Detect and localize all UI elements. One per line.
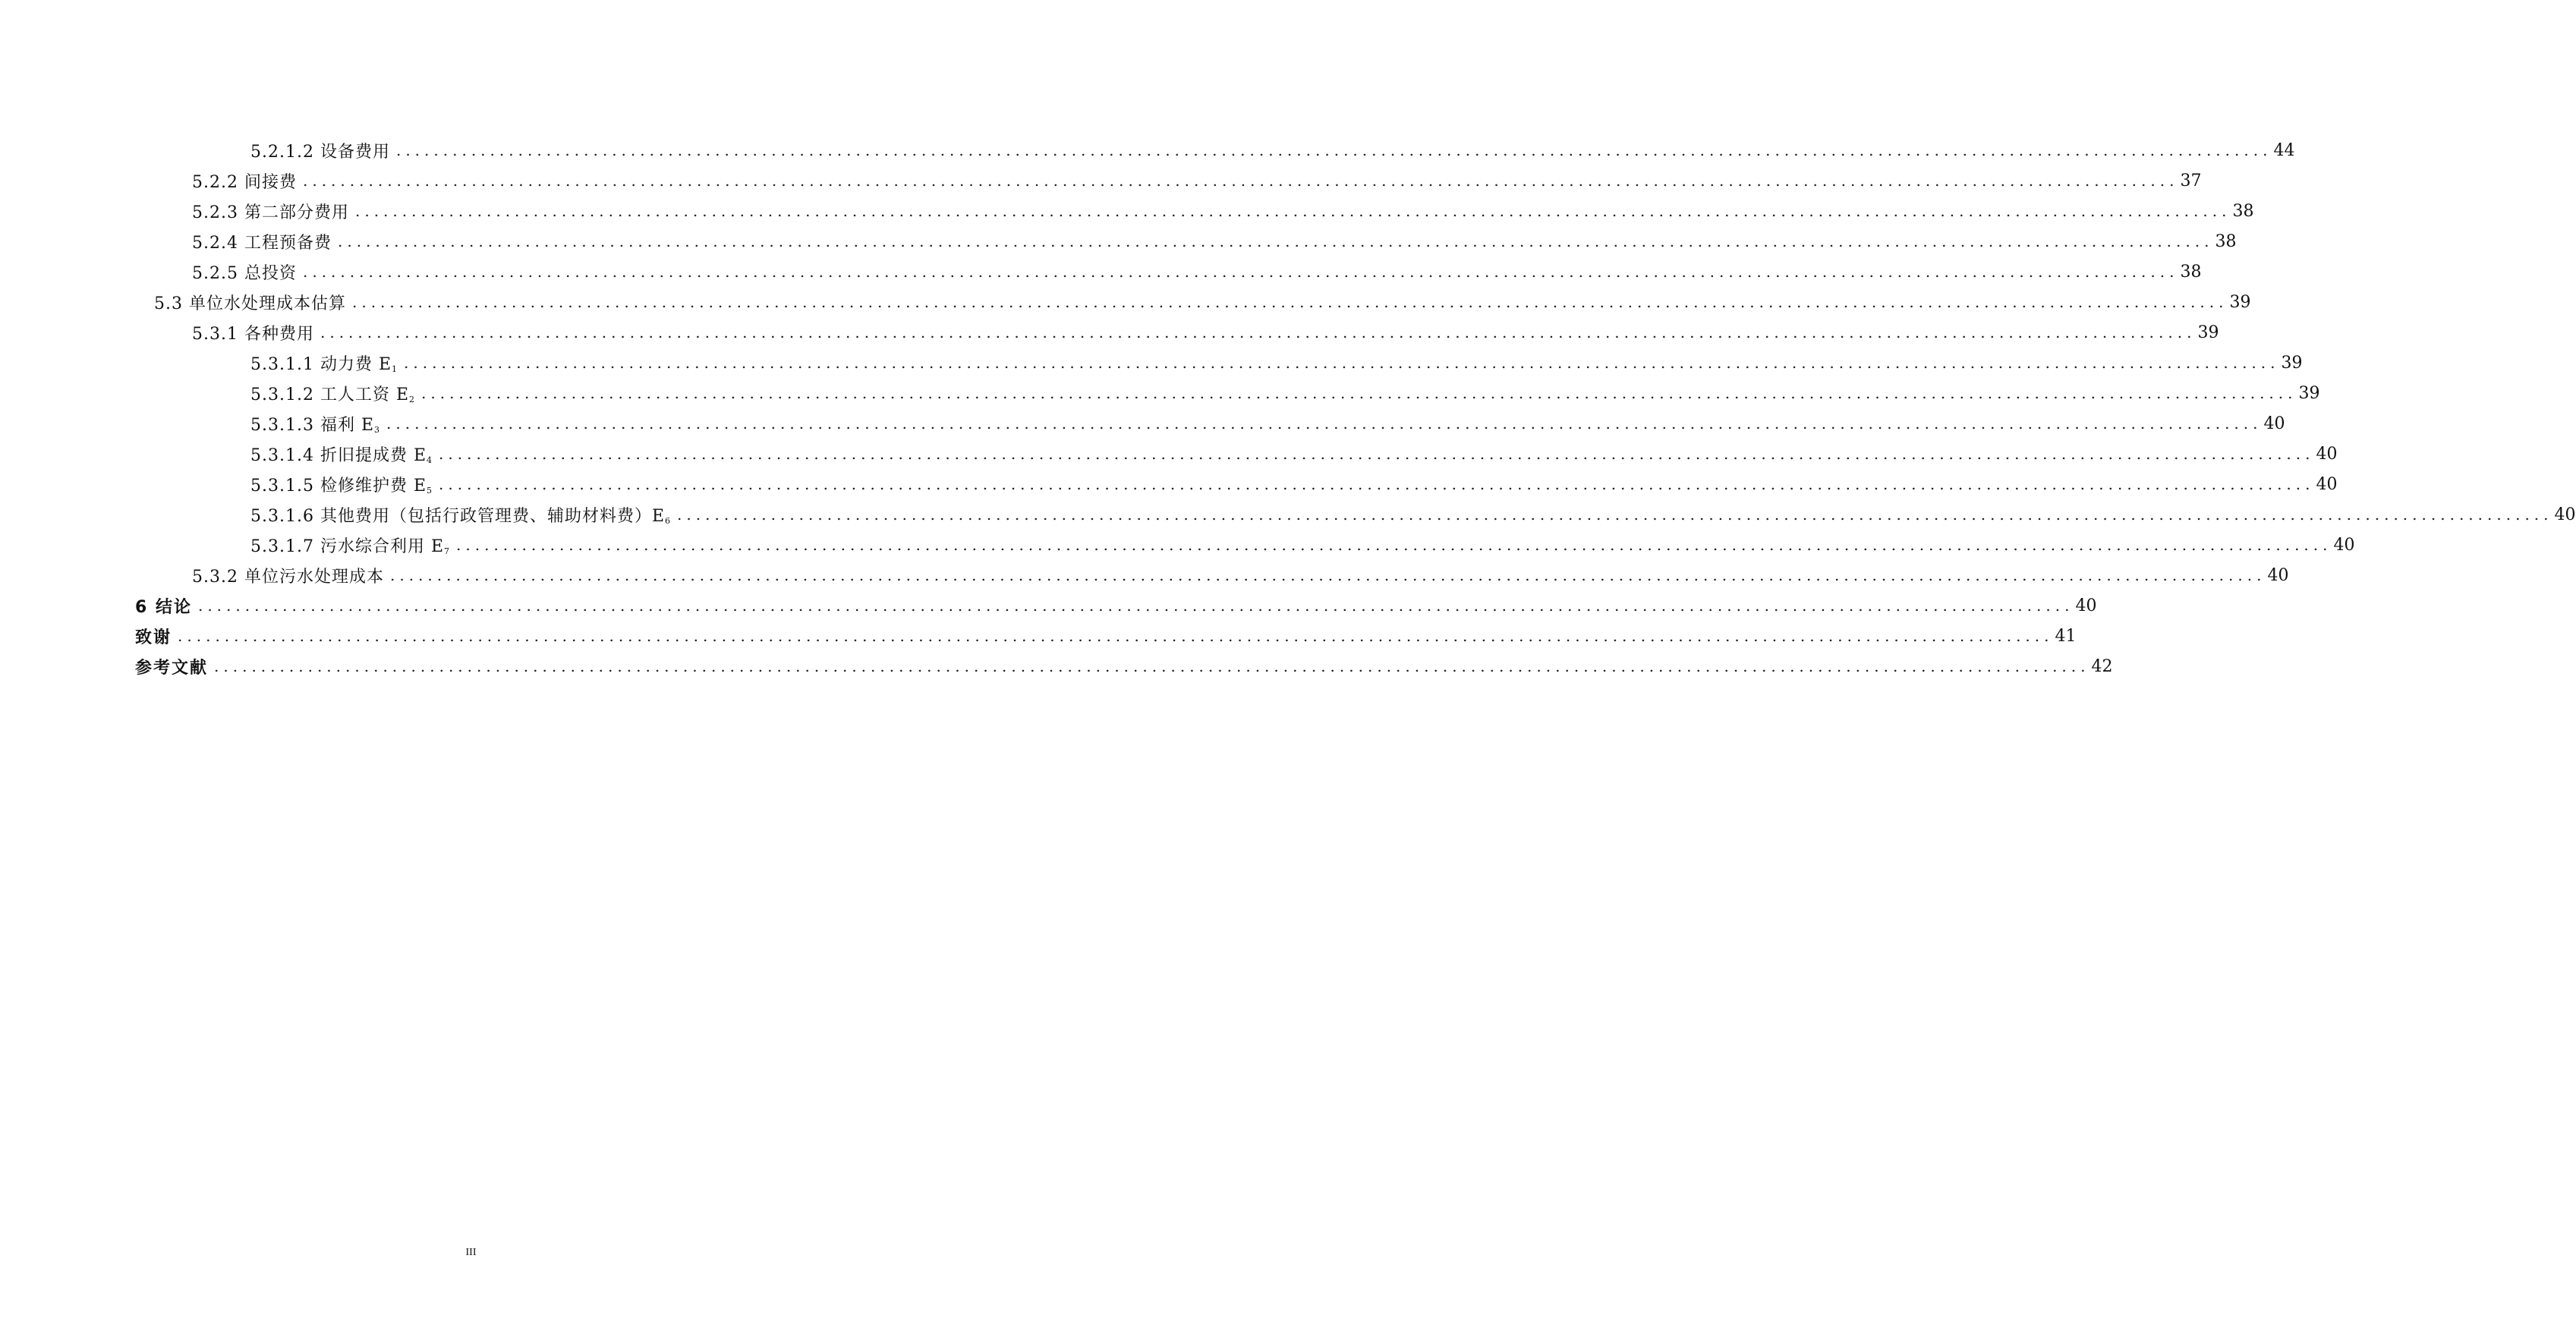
toc-dot-leader: ........................................................................................................................................................................................................ <box>354 202 2231 220</box>
subscript: 6 <box>665 515 672 526</box>
subscript: 5 <box>427 485 433 496</box>
toc-page-number: 39 <box>2197 323 2219 342</box>
toc-page-number: 39 <box>2298 383 2320 403</box>
toc-entry-acknowledgements[interactable] <box>135 622 2077 650</box>
toc-entry-references[interactable] <box>135 653 2113 680</box>
toc-dot-leader: ........................................................................................................................................................................................................ <box>421 384 2297 402</box>
toc-dot-leader: ........................................................................................................................................................................................................ <box>214 657 2090 675</box>
page-footer-number: III <box>465 1247 477 1258</box>
toc-entry-5-2-2[interactable] <box>192 167 2202 194</box>
toc-page-number: 38 <box>2180 262 2202 282</box>
toc-dot-leader: ........................................................................................................................................................................................................ <box>439 475 2315 493</box>
toc-entry-title: 5.3.1.4 折旧提成费 $E_4$ <box>250 445 433 465</box>
toc-page-number: 40 <box>2333 535 2355 555</box>
toc-page-number: 42 <box>2091 656 2113 676</box>
toc-dot-leader: ........................................................................................................................................................................................................ <box>178 627 2054 645</box>
toc-page-number: 40 <box>2267 565 2289 585</box>
toc-entry-5-2-3[interactable] <box>192 197 2254 225</box>
toc-page-number: 39 <box>2229 292 2251 312</box>
subscript: 1 <box>392 363 398 374</box>
toc-entry-title: 6 结论 <box>135 597 192 617</box>
toc-dot-leader: ........................................................................................................................................................................................................ <box>677 505 2553 524</box>
toc-dot-leader: ........................................................................................................................................................................................................ <box>351 293 2228 311</box>
toc-entry-title: 5.3.1.5 检修维护费 $E_5$ <box>250 476 433 496</box>
toc-dot-leader: ........................................................................................................................................................................................................ <box>197 596 2074 615</box>
toc-page-number: 39 <box>2281 353 2303 373</box>
subscript: 7 <box>444 546 451 556</box>
toc-entry-title: 5.3.1 各种费用 <box>192 324 314 344</box>
toc-entry-title: 5.2.2 间接费 <box>192 172 297 192</box>
toc-entry-5-3-1-7[interactable] <box>250 531 2355 559</box>
toc-page-number: 44 <box>2273 140 2295 160</box>
toc-entry-5-3-1-2[interactable] <box>250 379 2320 407</box>
toc-dot-leader: ........................................................................................................................................................................................................ <box>302 263 2179 281</box>
toc-entry-5-2-5[interactable] <box>192 258 2202 285</box>
toc-entry-title: 5.3 单位水处理成本估算 <box>154 294 346 313</box>
toc-dot-leader: ........................................................................................................................................................................................................ <box>395 141 2272 159</box>
toc-entry-title: 5.2.4 工程预备费 <box>192 233 332 253</box>
toc-entry-5-3-1-4[interactable] <box>250 440 2338 467</box>
toc-page-number: 38 <box>2232 201 2254 221</box>
toc-entry-title: 5.3.1.2 工人工资 $E_2$ <box>250 385 416 404</box>
toc-entry-title: 5.2.5 总投资 <box>192 263 297 283</box>
toc-dot-leader: ........................................................................................................................................................................................................ <box>337 232 2214 250</box>
toc-page-number: 37 <box>2180 171 2202 190</box>
toc-entry-5-3-1-6[interactable] <box>250 501 2576 528</box>
toc-entry-title: 参考文献 <box>135 658 209 678</box>
toc-entry-title: 5.2.3 第二部分费用 <box>192 203 349 222</box>
toc-entry-title: 5.3.2 单位污水处理成本 <box>192 567 384 587</box>
toc-entry-5-3-1-5[interactable] <box>250 470 2338 498</box>
toc-entry-title: 5.2.1.2 设备费用 <box>250 142 390 162</box>
toc-dot-leader: ........................................................................................................................................................................................................ <box>404 354 2280 372</box>
toc-page-number: 40 <box>2316 444 2338 464</box>
toc-dot-leader: ........................................................................................................................................................................................................ <box>302 171 2179 190</box>
toc-dot-leader: ........................................................................................................................................................................................................ <box>439 445 2315 463</box>
toc-entry-5-2-4[interactable] <box>192 228 2237 255</box>
toc-dot-leader: ........................................................................................................................................................................................................ <box>320 323 2197 341</box>
toc-page-number: 40 <box>2316 474 2338 494</box>
toc-entry-title: 5.3.1.3 福利 $E_3$ <box>250 415 381 435</box>
subscript: 2 <box>409 394 416 404</box>
toc-dot-leader: ........................................................................................................................................................................................................ <box>389 566 2266 584</box>
subscript: 3 <box>374 424 381 435</box>
toc-entry-title: 5.3.1.1 动力费 $E_1$ <box>250 354 398 374</box>
toc-entry-title: 5.3.1.7 污水综合利用 $E_7$ <box>250 536 451 556</box>
toc-entry-5-2-1-2[interactable] <box>250 137 2295 164</box>
toc-page-number: 40 <box>2554 505 2576 524</box>
toc-entry-title: 致谢 <box>135 628 172 647</box>
toc-page-number: 40 <box>2075 596 2097 615</box>
toc-page-number: 41 <box>2055 626 2077 646</box>
toc-entry-5-3-1[interactable] <box>192 319 2219 346</box>
toc-page-number: 40 <box>2263 414 2285 433</box>
toc-entry-5-3-2[interactable] <box>192 562 2289 589</box>
toc-entry-chapter-6[interactable] <box>135 592 2097 619</box>
subscript: 4 <box>427 455 433 465</box>
toc-entry-5-3-1-3[interactable] <box>250 410 2285 437</box>
toc-dot-leader: ........................................................................................................................................................................................................ <box>386 414 2263 433</box>
toc-page-number: 38 <box>2215 231 2237 251</box>
toc-dot-leader: ........................................................................................................................................................................................................ <box>456 536 2332 554</box>
toc-entry-title: 5.3.1.6 其他费用（包括行政管理费、辅助材料费）$E_6$ <box>250 506 672 526</box>
toc-entry-5-3-1-1[interactable] <box>250 349 2303 376</box>
toc-entry-5-3[interactable] <box>154 288 2251 316</box>
